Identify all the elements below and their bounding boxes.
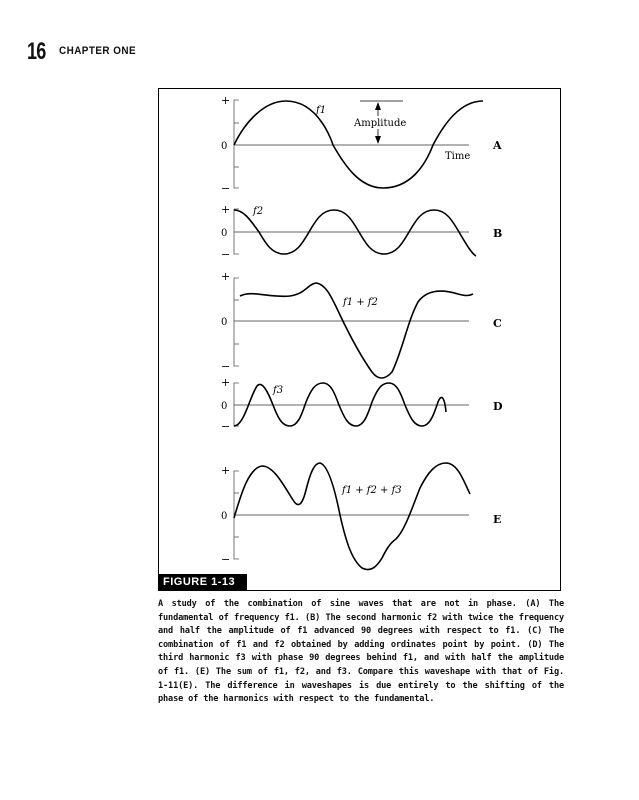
figure-label: FIGURE 1-13	[158, 574, 247, 591]
axis-plus-label: +	[221, 464, 231, 477]
panel-d	[221, 376, 503, 433]
axis-bracket	[234, 278, 239, 366]
axis-zero-label: 0	[221, 141, 228, 152]
page-number: 16	[27, 38, 46, 65]
panel-letter: C	[493, 317, 502, 330]
waveform-f1-f2-f3	[234, 463, 470, 570]
wave-label: f1	[316, 105, 327, 116]
figure-caption: A study of the combination of sine waves that are not in phase. (A) The fundamental of frequency f1. (B) The second harmonic f2 with twice the frequency and half the amplitude of f1 advanced 90 degrees with respect to f1. (C) The combination of f1 and f2 obtained by adding ordinates point by point. (D) The third harmonic f3 with phase 90 degrees behind f1, and with half the amplitude of f1. (E) The sum of f1, f2, and f3. Compare this waveshape with that of Fig. 1-11(E). The difference in waveshapes is due entirely to the shifting of the phase of the harmonics with respect to the fundamental.	[158, 599, 564, 705]
axis-minus-label: −	[221, 553, 231, 566]
time-label: Time	[445, 151, 471, 162]
axis-zero-label: 0	[221, 401, 228, 412]
axis-minus-label: −	[221, 360, 231, 373]
axis-plus-label: +	[221, 376, 231, 389]
axis-zero-label: 0	[221, 511, 228, 522]
amplitude-label: Amplitude	[354, 118, 407, 129]
panel-e	[221, 463, 501, 570]
arrow-down-icon	[375, 136, 381, 144]
axis-plus-label: +	[221, 270, 231, 283]
wave-label: f3	[273, 385, 284, 396]
axis-zero-label: 0	[221, 317, 228, 328]
panel-letter: E	[493, 513, 502, 526]
wave-label: f1 + f2 + f3	[342, 485, 402, 496]
panel-letter: B	[493, 227, 503, 240]
panel-a	[221, 94, 502, 195]
arrow-up-icon	[375, 102, 381, 110]
chapter-title: CHAPTER ONE	[59, 45, 137, 57]
panel-c	[221, 270, 502, 378]
axis-minus-label: −	[221, 248, 231, 261]
waveform-f2	[234, 210, 476, 256]
wave-label: f1 + f2	[343, 297, 378, 308]
panel-letter: D	[493, 400, 503, 413]
axis-plus-label: +	[221, 94, 231, 107]
axis-plus-label: +	[221, 203, 231, 216]
axis-minus-label: −	[221, 182, 231, 195]
wave-label: f2	[253, 206, 264, 217]
panel-letter: A	[493, 139, 502, 152]
axis-minus-label: −	[221, 420, 231, 433]
panel-b	[221, 203, 502, 261]
axis-zero-label: 0	[221, 228, 228, 239]
